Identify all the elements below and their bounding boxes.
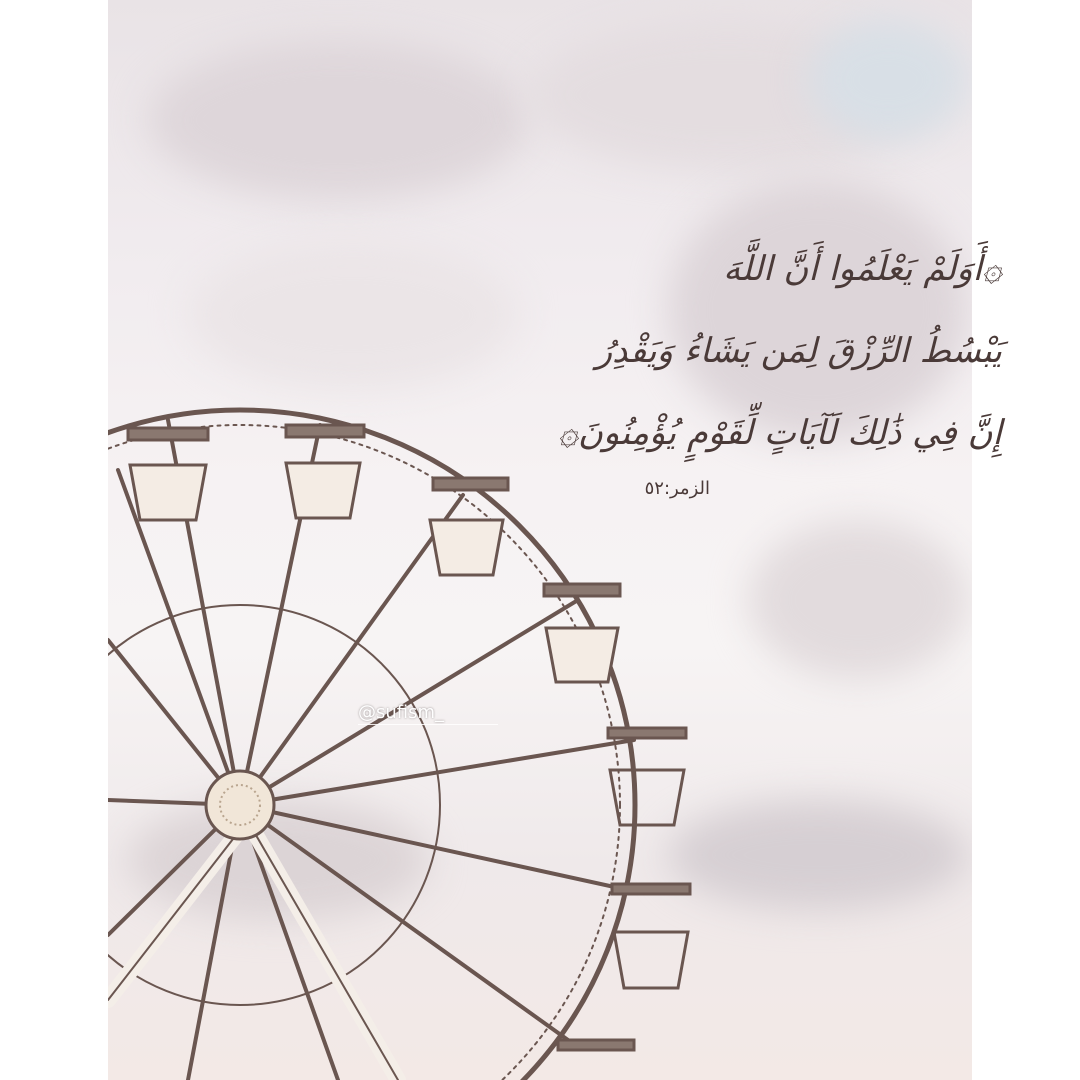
verse-line-2: يَبْسُطُ الرِّزْقَ لِمَن يَشَاءُ وَيَقْدِرُ bbox=[595, 331, 1002, 371]
quran-verse bbox=[482, 228, 1002, 474]
ferris-wheel bbox=[108, 0, 972, 1080]
verse-line-1: ۞أَوَلَمْ يَعْلَمُوا أَنَّ اللَّهَ bbox=[723, 249, 1002, 289]
wheel-lights-rim bbox=[108, 425, 620, 1080]
gondola bbox=[128, 428, 208, 520]
watermark-underline bbox=[358, 724, 498, 725]
verse-source: الزمر:٥٢ bbox=[644, 478, 710, 499]
watermark-handle: @sufism_ bbox=[358, 702, 445, 723]
wheel-support-legs bbox=[108, 830, 398, 1080]
wheel-hub bbox=[206, 771, 274, 839]
verse-line-3: إِنَّ فِي ذَٰلِكَ لَآيَاتٍ لِّقَوْمٍ يُؤْمِنُونَ۞ bbox=[558, 413, 1002, 453]
background-photo bbox=[108, 0, 972, 1080]
gondola bbox=[558, 1040, 634, 1050]
gondola bbox=[430, 478, 508, 575]
gondola bbox=[286, 425, 364, 518]
gondola bbox=[544, 584, 620, 682]
